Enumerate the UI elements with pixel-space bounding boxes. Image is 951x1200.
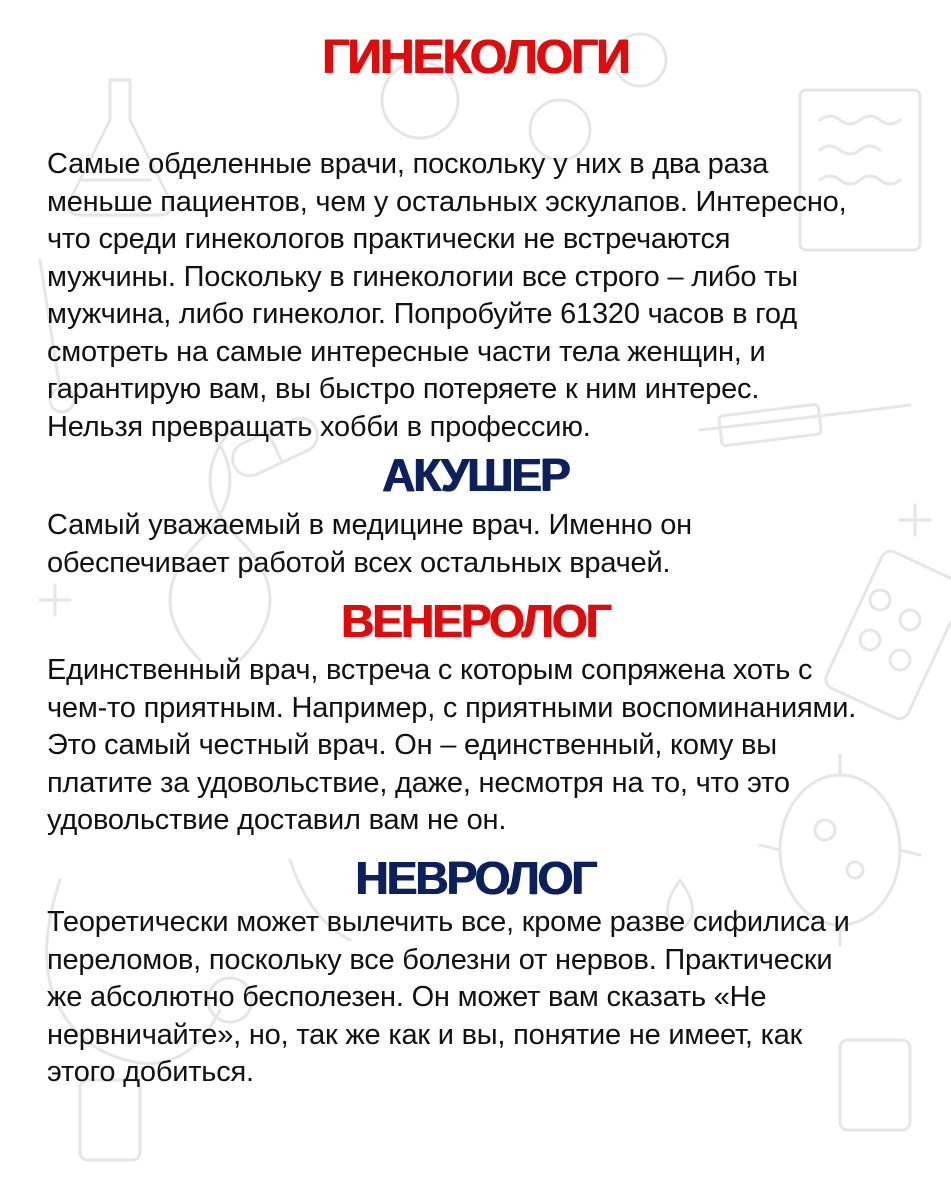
text-line: удовольствие доставил вам не он.	[47, 804, 507, 836]
text-line: Это самый честный врач. Он – единственный, кому вы	[47, 729, 777, 761]
heading-neurologist: НЕВРОЛОГ	[355, 852, 596, 904]
text-line: этого добиться.	[47, 1056, 254, 1088]
text-line: Самый уважаемый в медицине врач. Именно он	[47, 509, 692, 541]
text-line: платите за удовольствие, даже, несмотря на то, что это	[47, 766, 790, 799]
heading-venereologist: ВЕНЕРОЛОГ	[341, 595, 610, 647]
heading-gynecologists: ГИНЕКОЛОГИ	[322, 31, 629, 84]
text-line: обеспечивает работой всех остальных врачей.	[47, 546, 671, 579]
paragraph-venereologist	[47, 652, 927, 840]
paragraph-neurologist	[47, 904, 927, 1092]
text-line: же абсолютно бесполезен. Он может вам сказать «Не	[47, 981, 767, 1013]
text-line: Нельзя превращать хобби в профессию.	[47, 410, 591, 443]
text-line: что среди гинекологов практически не встречаются	[47, 223, 731, 255]
text-line: Единственный врач, встреча с которым сопряжена хоть с	[47, 654, 813, 686]
text-line: нервничайте», но, так же как и вы, понятие не имеет, как	[47, 1018, 803, 1051]
text-line: мужчина, либо гинеколог. Попробуйте 61320 часов в год	[47, 298, 797, 330]
text-line: переломов, поскольку все болезни от нервов. Практически	[47, 943, 833, 976]
heading-obstetrician: АКУШЕР	[382, 449, 569, 501]
text-line: мужчины. Поскольку в гинекологии все строго – либо ты	[47, 260, 798, 293]
text-line: Самые обделенные врачи, поскольку у них в два раза	[47, 148, 769, 180]
paragraph-gynecologists	[47, 146, 927, 446]
text-line: меньше пациентов, чем у остальных эскулапов. Интересно,	[47, 185, 847, 218]
text-line: Теоретически может вылечить все, кроме разве сифилиса и	[47, 906, 850, 938]
paragraph-obstetrician	[47, 507, 927, 582]
text-line: смотреть на самые интересные части тела женщин, и	[47, 335, 766, 368]
text-line: чем-то приятным. Например, с приятными воспоминаниями.	[47, 691, 857, 724]
text-line: гарантирую вам, вы быстро потеряете к ним интерес.	[47, 373, 760, 405]
